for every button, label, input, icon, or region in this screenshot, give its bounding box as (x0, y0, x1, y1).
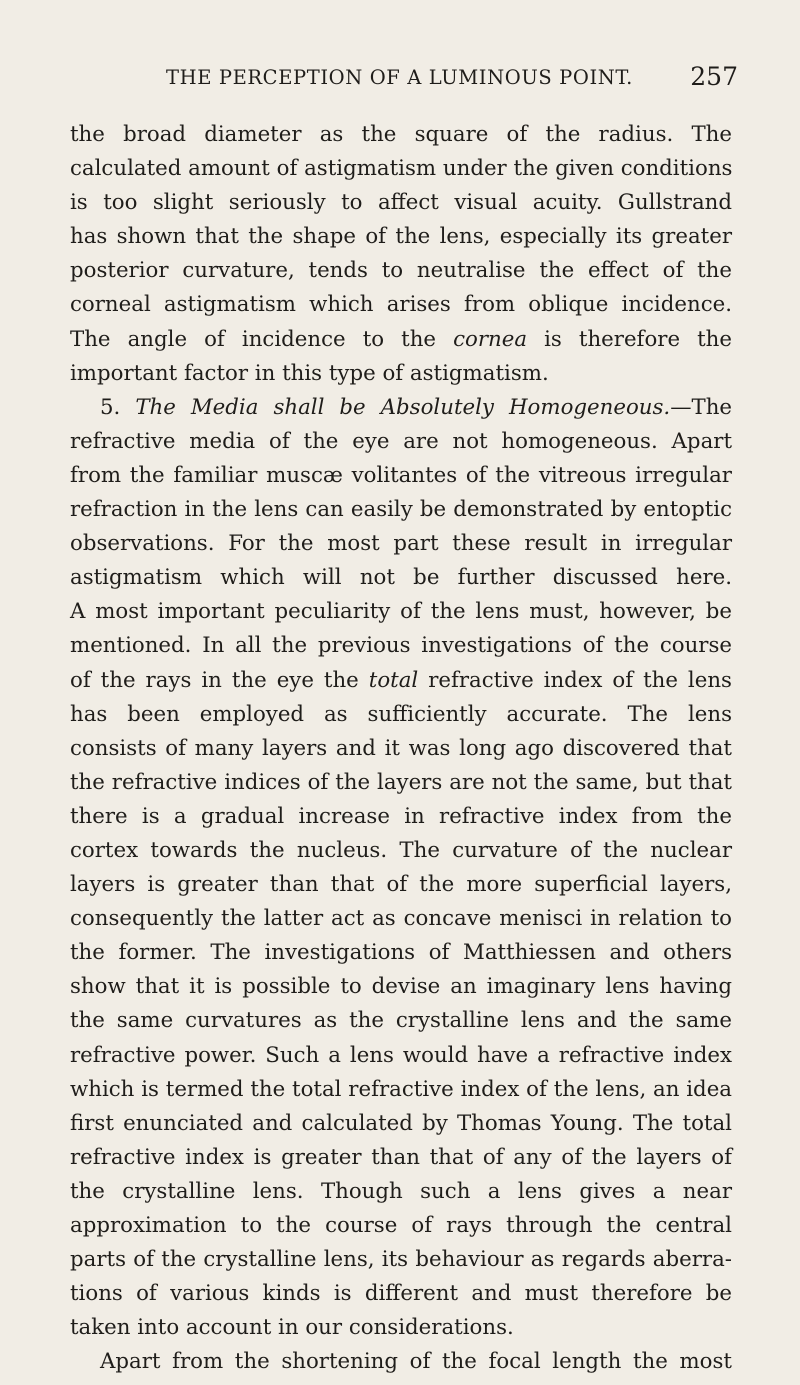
text-line: has been employed as sufficiently accurate. The lens (70, 701, 732, 727)
text-line: Apart from the shortening of the focal length the most (100, 1349, 732, 1375)
running-head (166, 62, 738, 98)
text-line: refractive index is greater than that of any of the layers of (70, 1144, 732, 1170)
text-line: consists of many layers and it was long ago discovered that (70, 735, 732, 761)
text-line: refractive media of the eye are not homogeneous. Apart (70, 428, 732, 454)
section-heading: The Media shall be Absolutely Homogeneous. (135, 394, 671, 420)
text-line (70, 323, 732, 357)
emphasis-text: cornea (453, 326, 528, 352)
text-line: approximation to the course of rays through the central (70, 1213, 732, 1238)
text-line: layers is greater than that of the more superficial layers, (70, 872, 732, 898)
line-text: refractive index of the lens (418, 667, 732, 693)
text-line: refractive power. Such a lens would have a refractive index (70, 1042, 732, 1068)
text-line: is too slight seriously to affect visual acuity. Gullstrand (70, 190, 732, 216)
text-line: calculated amount of astigmatism under the given conditions (70, 156, 733, 182)
text-line: the refractive indices of the layers are not the same, but that (70, 769, 732, 795)
text-line: parts of the crystalline lens, its behaviour as regards aberra- (70, 1247, 732, 1273)
page-number: 257 (690, 62, 738, 91)
text-line: important factor in this type of astigmatism. (70, 360, 549, 386)
section-number: 5. (100, 394, 136, 420)
text-line: astigmatism which will not be further discussed here. (70, 565, 732, 591)
section-heading-line (70, 391, 732, 425)
text-line: A most important peculiarity of the lens must, however, be (70, 599, 732, 625)
text-line: there is a gradual increase in refractive index from the (70, 803, 732, 829)
text-line: tions of various kinds is different and must therefore be (70, 1281, 732, 1307)
text-line: has shown that the shape of the lens, especially its greater (70, 224, 732, 250)
line-text: The angle of incidence to the (70, 326, 454, 352)
text-line: from the familiar muscæ volitantes of the vitreous irregular (70, 462, 732, 488)
text-line (70, 664, 732, 698)
text-line: the crystalline lens. Though such a lens gives a near (70, 1178, 732, 1204)
text-line: the same curvatures as the crystalline lens and the same (70, 1008, 732, 1034)
line-text: of the rays in the eye the (70, 667, 369, 693)
text-line: the former. The investigations of Matthiessen and others (70, 940, 732, 966)
text-line: observations. For the most part these result in irregular (70, 531, 732, 557)
line-text: is therefore the (527, 326, 732, 352)
body-text (70, 118, 732, 1379)
text-line: mentioned. In all the previous investigations of the course (70, 633, 732, 659)
text-line: show that it is possible to devise an imaginary lens having (70, 974, 732, 1000)
emphasis-text: total (368, 667, 419, 693)
text-line: posterior curvature, tends to neutralise the effect of the (70, 258, 732, 284)
running-title: THE PERCEPTION OF A LUMINOUS POINT. (166, 66, 633, 89)
text-line: cortex towards the nucleus. The curvature of the nuclear (70, 837, 732, 863)
text-line: first enunciated and calculated by Thomas Young. The total (70, 1110, 732, 1136)
text-line: which is termed the total refractive index of the lens, an idea (70, 1076, 732, 1102)
text-line: taken into account in our considerations. (70, 1315, 514, 1341)
text-line: consequently the latter act as concave menisci in relation to (70, 906, 732, 932)
text-line: the broad diameter as the square of the radius. The (70, 122, 732, 147)
text-line: corneal astigmatism which arises from oblique incidence. (70, 292, 732, 318)
text-line: refraction in the lens can easily be demonstrated by entoptic (70, 497, 732, 523)
line-text: —The (670, 394, 733, 420)
